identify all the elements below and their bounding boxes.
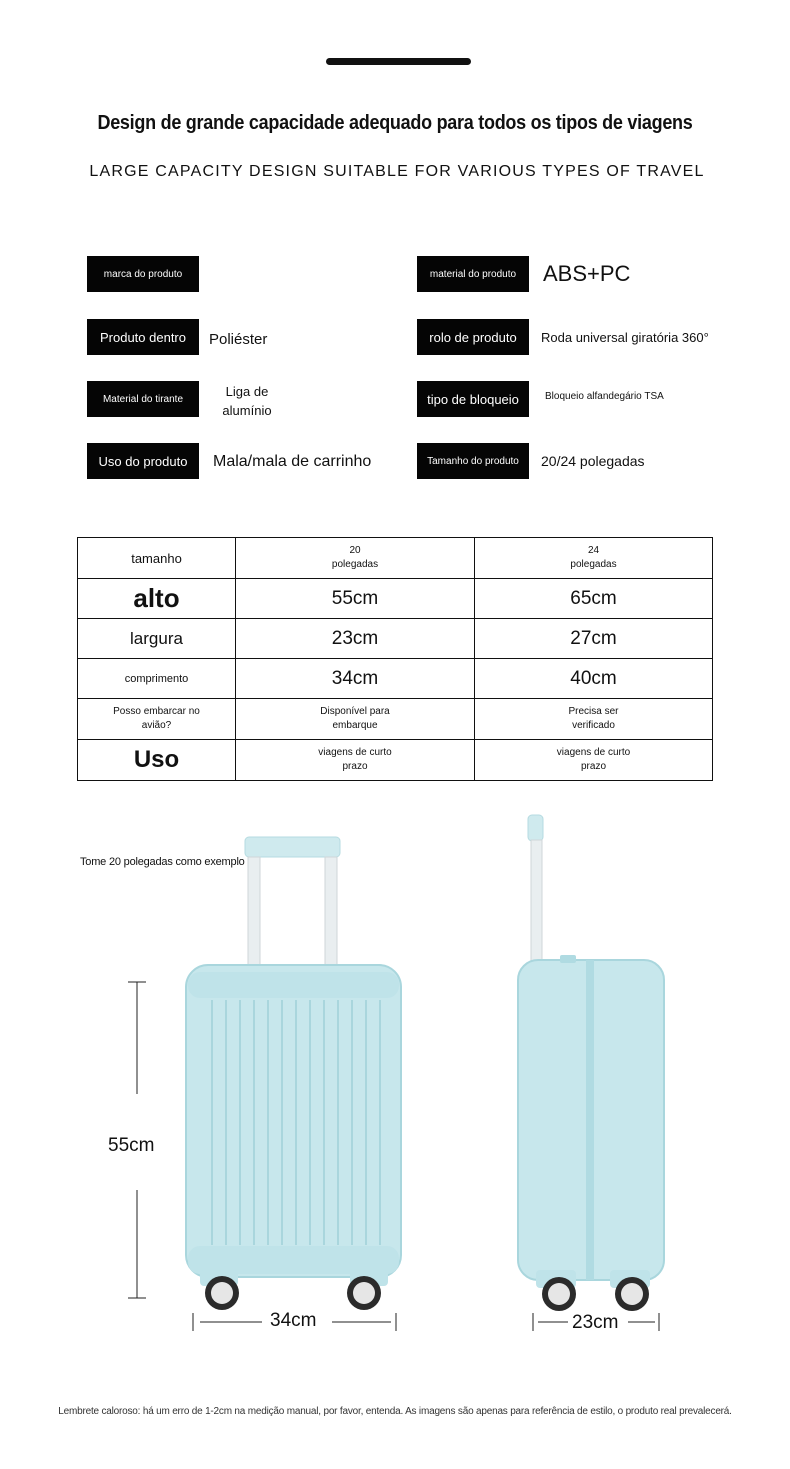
board-24-line-2: verificado bbox=[572, 720, 615, 731]
cell-height-20: 55cm bbox=[236, 579, 475, 619]
cell-width-20: 23cm bbox=[236, 619, 475, 659]
handle-value-line-1: Liga de bbox=[225, 384, 269, 399]
size-table bbox=[77, 537, 713, 781]
header-24-num: 24 bbox=[587, 545, 600, 556]
table-header-size: tamanho bbox=[78, 538, 236, 579]
inside-label: Produto dentro bbox=[87, 319, 199, 355]
use-20-line-2: prazo bbox=[342, 761, 368, 772]
wheel-label: rolo de produto bbox=[417, 319, 529, 355]
page-title: Design de grande capacidade adequado para todos os tipos de viagens bbox=[97, 112, 693, 134]
size-value: 20/24 polegadas bbox=[541, 453, 645, 469]
header-20-num: 20 bbox=[349, 545, 361, 556]
cell-use-20 bbox=[236, 740, 475, 781]
table-row bbox=[78, 538, 713, 579]
footer-disclaimer: Lembrete caloroso: há um erro de 1-2cm na medição manual, por favor, entenda. As imagens são apenas para referência de estilo, o produto real prevalecerá. bbox=[58, 1406, 732, 1417]
table-header-24 bbox=[475, 538, 713, 579]
table-row bbox=[78, 659, 713, 699]
table-row bbox=[78, 619, 713, 659]
header-24-unit: polegadas bbox=[570, 559, 617, 570]
usage-label: Uso do produto bbox=[87, 443, 199, 479]
inside-value: Poliéster bbox=[209, 331, 268, 348]
handle-label: Material do tirante bbox=[87, 381, 199, 417]
cell-length-20: 34cm bbox=[236, 659, 475, 699]
row-label-width: largura bbox=[78, 619, 236, 659]
table-row bbox=[78, 699, 713, 740]
table-header-20 bbox=[236, 538, 475, 579]
cell-board-24 bbox=[475, 699, 713, 740]
use-24-line-2: prazo bbox=[580, 761, 606, 772]
cell-board-20 bbox=[236, 699, 475, 740]
lock-label: tipo de bloqueio bbox=[417, 381, 529, 417]
suitcase-illustration bbox=[0, 800, 790, 1360]
wheel-value: Roda universal giratória 360° bbox=[541, 330, 709, 345]
board-24-line-1: Precisa ser bbox=[568, 706, 619, 717]
board-20-line-2: embarque bbox=[332, 720, 378, 731]
board-label-line-1: Posso embarcar no bbox=[113, 706, 200, 717]
brand-label: marca do produto bbox=[87, 256, 199, 292]
page-subtitle: LARGE CAPACITY DESIGN SUITABLE FOR VARIOUS TYPES OF TRAVEL bbox=[89, 163, 705, 180]
row-label-height: alto bbox=[78, 579, 236, 619]
front-width-dimension-label: 34cm bbox=[270, 1310, 317, 1331]
side-suitcase bbox=[518, 815, 664, 1311]
material-value: ABS+PC bbox=[543, 261, 631, 286]
use-20-line-1: viagens de curto bbox=[318, 747, 392, 758]
usage-value: Mala/mala de carrinho bbox=[213, 453, 372, 470]
material-label: material do produto bbox=[417, 256, 529, 292]
board-label-line-2: avião? bbox=[141, 720, 172, 731]
use-24-line-1: viagens de curto bbox=[556, 747, 631, 758]
handle-value-line-2: alumínio bbox=[222, 403, 272, 418]
example-note: Tome 20 polegadas como exemplo bbox=[80, 856, 245, 868]
table-row bbox=[78, 579, 713, 619]
size-label: Tamanho do produto bbox=[417, 443, 529, 479]
handle-value bbox=[209, 382, 285, 420]
cell-height-24: 65cm bbox=[475, 579, 713, 619]
row-label-length: comprimento bbox=[78, 659, 236, 699]
height-dimension-label: 55cm bbox=[108, 1135, 155, 1156]
header-20-unit: polegadas bbox=[331, 559, 379, 570]
row-label-board bbox=[78, 699, 236, 740]
top-divider-bar bbox=[326, 58, 471, 65]
table-row bbox=[78, 740, 713, 781]
lock-value: Bloqueio alfandegário TSA bbox=[545, 391, 664, 402]
cell-length-24: 40cm bbox=[475, 659, 713, 699]
side-width-dimension-label: 23cm bbox=[572, 1312, 619, 1333]
board-20-line-1: Disponível para bbox=[320, 706, 390, 717]
front-suitcase bbox=[186, 837, 401, 1310]
cell-width-24: 27cm bbox=[475, 619, 713, 659]
row-label-use: Uso bbox=[78, 740, 236, 781]
cell-use-24 bbox=[475, 740, 713, 781]
